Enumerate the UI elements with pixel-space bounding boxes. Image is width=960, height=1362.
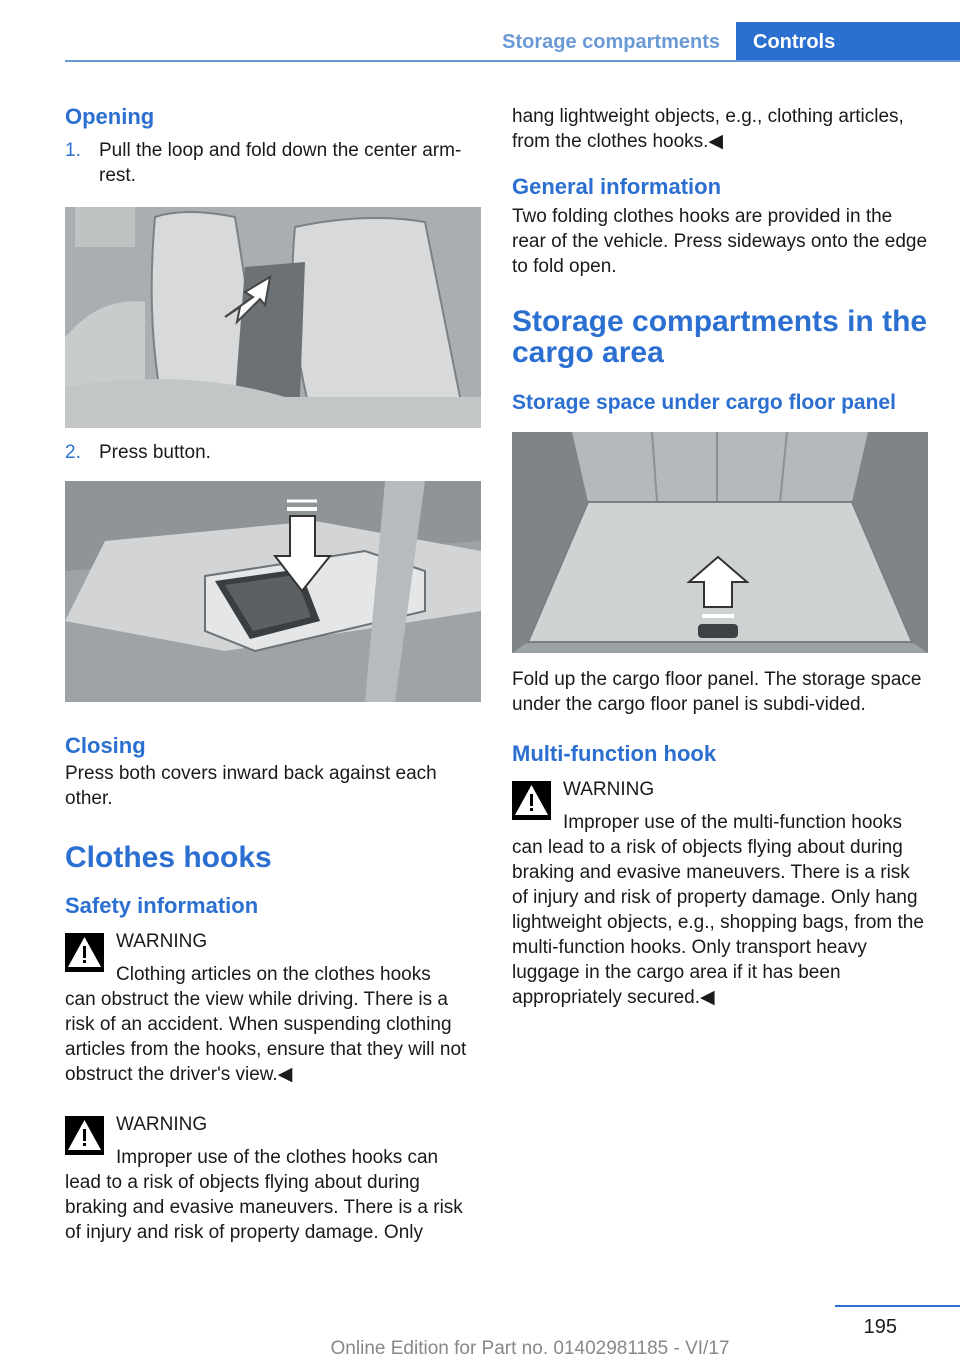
warning-1-label: WARNING <box>116 931 208 952</box>
cargo-floor-figure <box>512 432 928 653</box>
footer-rule <box>835 1305 960 1307</box>
clothes-hooks-heading: Clothes hooks <box>65 841 272 874</box>
armrest-button-figure <box>65 481 481 702</box>
warning-2-label: WARNING <box>116 1114 208 1135</box>
warning-3-first: Improper use of the multi-function hooks <box>563 812 903 833</box>
closing-heading: Closing <box>65 733 146 758</box>
warning-2-first: Improper use of the clothes hooks can <box>116 1147 439 1168</box>
header-rule <box>65 60 960 62</box>
right-column <box>512 100 928 1010</box>
warning-1-first: Clothing articles on the clothes hooks <box>116 964 431 985</box>
warning-triangle-icon <box>65 1116 104 1155</box>
warning-3-rest: can lead to a risk of objects flying about during braking and evasive maneuvers. There is a risk of injury and risk of property damage. Only hang lightweight objects, e.g., shopping bags, from the multi-function hooks. Only transport heavy luggage in the cargo area if it has been appropriately secured.◀ <box>512 837 924 1008</box>
step-1 <box>65 138 481 188</box>
warning-3-label: WARNING <box>563 779 655 800</box>
left-column <box>65 100 481 1245</box>
safety-information-heading: Safety information <box>65 893 259 918</box>
storage-under-floor-heading: Storage space under cargo floor panel <box>512 391 896 414</box>
opening-heading: Opening <box>65 104 155 129</box>
step-2 <box>65 440 481 465</box>
warning-triangle-icon <box>512 781 551 820</box>
general-information-text: Two folding clothes hooks are provided in the rear of the vehicle. Press sideways onto the edge to fold open. <box>512 206 928 277</box>
storage-cargo-heading: Storage compartments in the cargo area <box>512 305 928 369</box>
general-information-heading: General information <box>512 174 722 199</box>
multi-function-hook-heading: Multi-function hook <box>512 741 717 766</box>
warning-clothing-view <box>65 929 481 1087</box>
edition-note: Online Edition for Part no. 01402981185 - VI/17 <box>330 1338 730 1359</box>
warning-2-rest: lead to a risk of objects flying about during braking and evasive maneuvers. There is a risk of injury and risk of property damage. Only <box>65 1172 463 1243</box>
step-1-number: 1. <box>65 140 81 161</box>
page-number: 195 <box>863 1316 897 1338</box>
warning-clothes-hooks-misuse <box>65 1112 481 1245</box>
warning-triangle-icon <box>65 933 104 972</box>
step-2-text: Press button. <box>99 442 211 463</box>
warning-1-rest: can obstruct the view while driving. There is a risk of an accident. When suspending clothing articles from the hooks, ensure that they will not obstruct the driver's view.◀ <box>65 989 467 1085</box>
warning-multi-function-hooks <box>512 777 928 1010</box>
cargo-floor-text: Fold up the cargo floor panel. The storage space under the cargo floor panel is subdi‐vided. <box>512 669 922 715</box>
step-2-number: 2. <box>65 442 81 463</box>
header-tab-controls[interactable]: Controls <box>736 22 960 62</box>
armrest-fold-figure <box>65 207 481 428</box>
header-section-title: Storage compartments <box>502 31 720 53</box>
step-1-text: Pull the loop and fold down the center arm‐rest. <box>99 140 462 186</box>
continued-warning-text: hang lightweight objects, e.g., clothing articles, from the clothes hooks.◀ <box>512 106 904 152</box>
closing-text: Press both covers inward back against each other. <box>65 763 437 809</box>
